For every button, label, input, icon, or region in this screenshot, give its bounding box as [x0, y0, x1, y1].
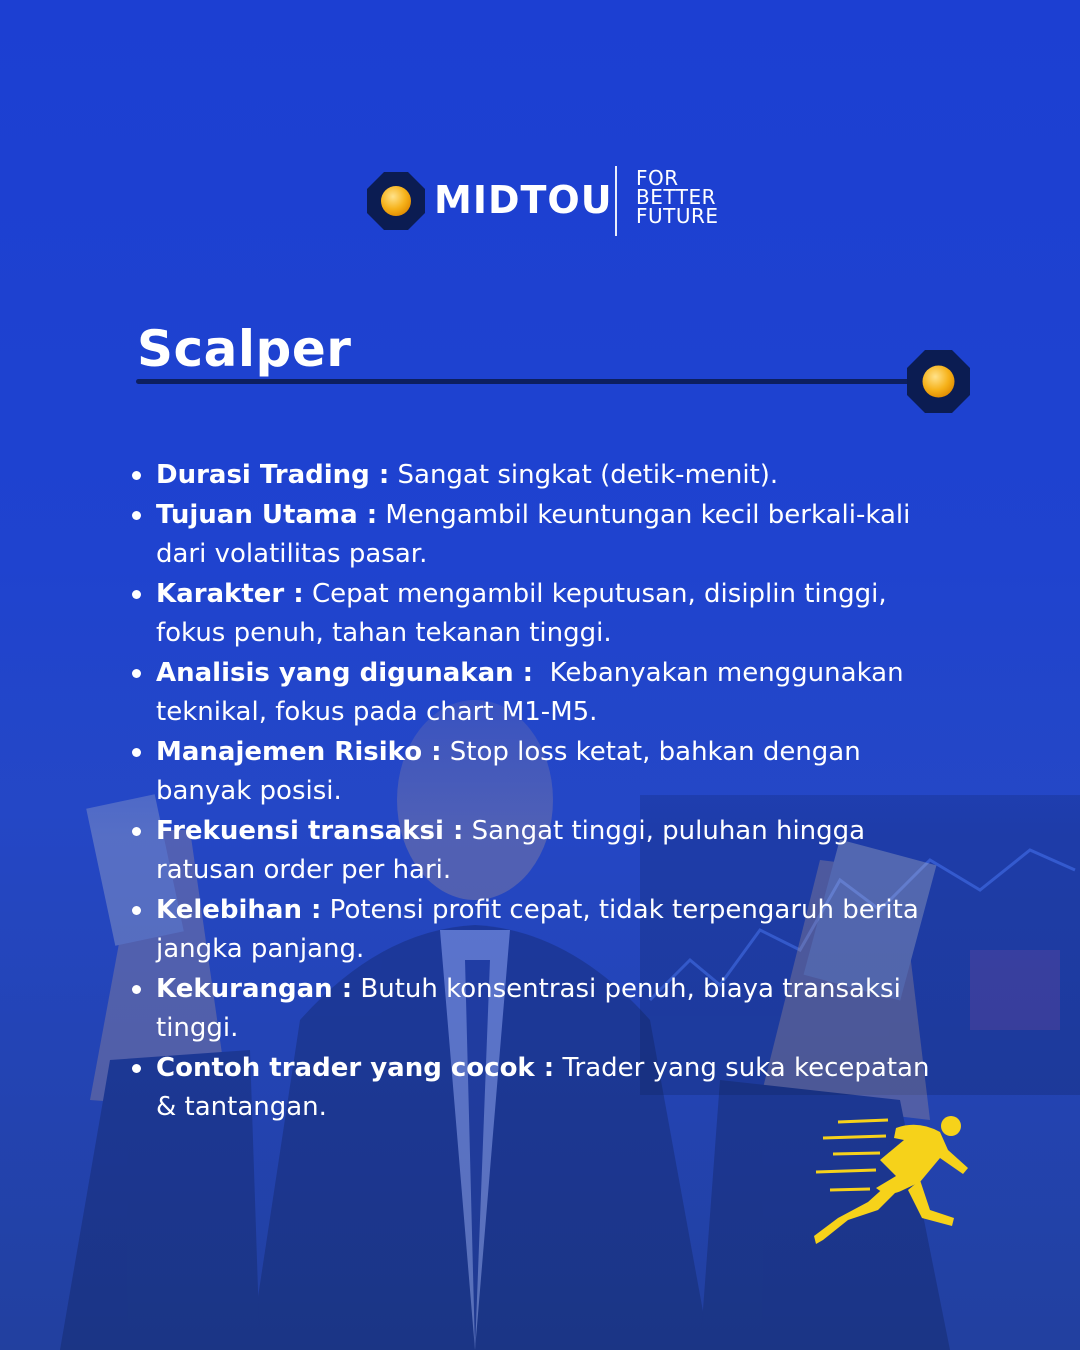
- item-text: Potensi profit cepat, tidak terpengaruh berita jangka panjang.: [156, 894, 919, 964]
- item-label: Kelebihan :: [156, 894, 322, 925]
- list-item: [130, 575, 950, 654]
- tagline-line: FOR: [636, 166, 679, 190]
- item-label: Durasi Trading :: [156, 460, 390, 490]
- feature-list: [130, 456, 950, 1128]
- list-item: [130, 654, 950, 733]
- item-text: Trader yang suka kecepatan & tantangan.: [156, 1052, 930, 1122]
- hexagon-sun-icon: [365, 170, 427, 232]
- hexagon-sun-icon: [905, 348, 972, 415]
- item-label: Analisis yang digunakan :: [156, 657, 534, 688]
- item-text: Sangat tinggi, puluhan hingga ratusan order per hari.: [156, 815, 866, 885]
- list-item: [130, 891, 950, 970]
- item-label: Manajemen Risiko :: [156, 736, 442, 767]
- page-title: Scalper: [137, 320, 352, 378]
- item-text: Mengambil keuntungan kecil berkali-kali dari volatilitas pasar.: [156, 499, 911, 569]
- item-label: Karakter :: [156, 578, 304, 609]
- item-label: Tujuan Utama :: [156, 499, 378, 530]
- list-item: [130, 970, 950, 1049]
- brand-tagline: [636, 166, 719, 228]
- tagline-line: BETTER: [636, 185, 716, 209]
- list-item: [130, 496, 950, 575]
- title-underline: [136, 379, 926, 384]
- item-text: Kebanyakan menggunakan teknikal, fokus pada chart M1-M5.: [156, 657, 912, 727]
- item-text: Sangat singkat (detik-menit).: [389, 460, 779, 490]
- running-man-icon: [808, 1110, 978, 1250]
- item-label: Frekuensi transaksi :: [156, 815, 464, 846]
- item-text: Butuh konsentrasi penuh, biaya transaksi tinggi.: [156, 973, 901, 1043]
- item-label: Contoh trader yang cocok :: [156, 1052, 555, 1083]
- item-text: Stop loss ketat, bahkan dengan banyak posisi.: [156, 736, 861, 806]
- list-item: [130, 456, 950, 496]
- brand-name: MIDTOU: [434, 178, 613, 222]
- item-text: Cepat mengambil keputusan, disiplin tinggi, fokus penuh, tahan tekanan tinggi.: [156, 578, 887, 648]
- list-item: [130, 733, 950, 812]
- tagline-line: FUTURE: [636, 204, 719, 228]
- list-item: [130, 812, 950, 891]
- item-label: Kekurangan :: [156, 973, 353, 1004]
- brand-divider: [615, 166, 617, 236]
